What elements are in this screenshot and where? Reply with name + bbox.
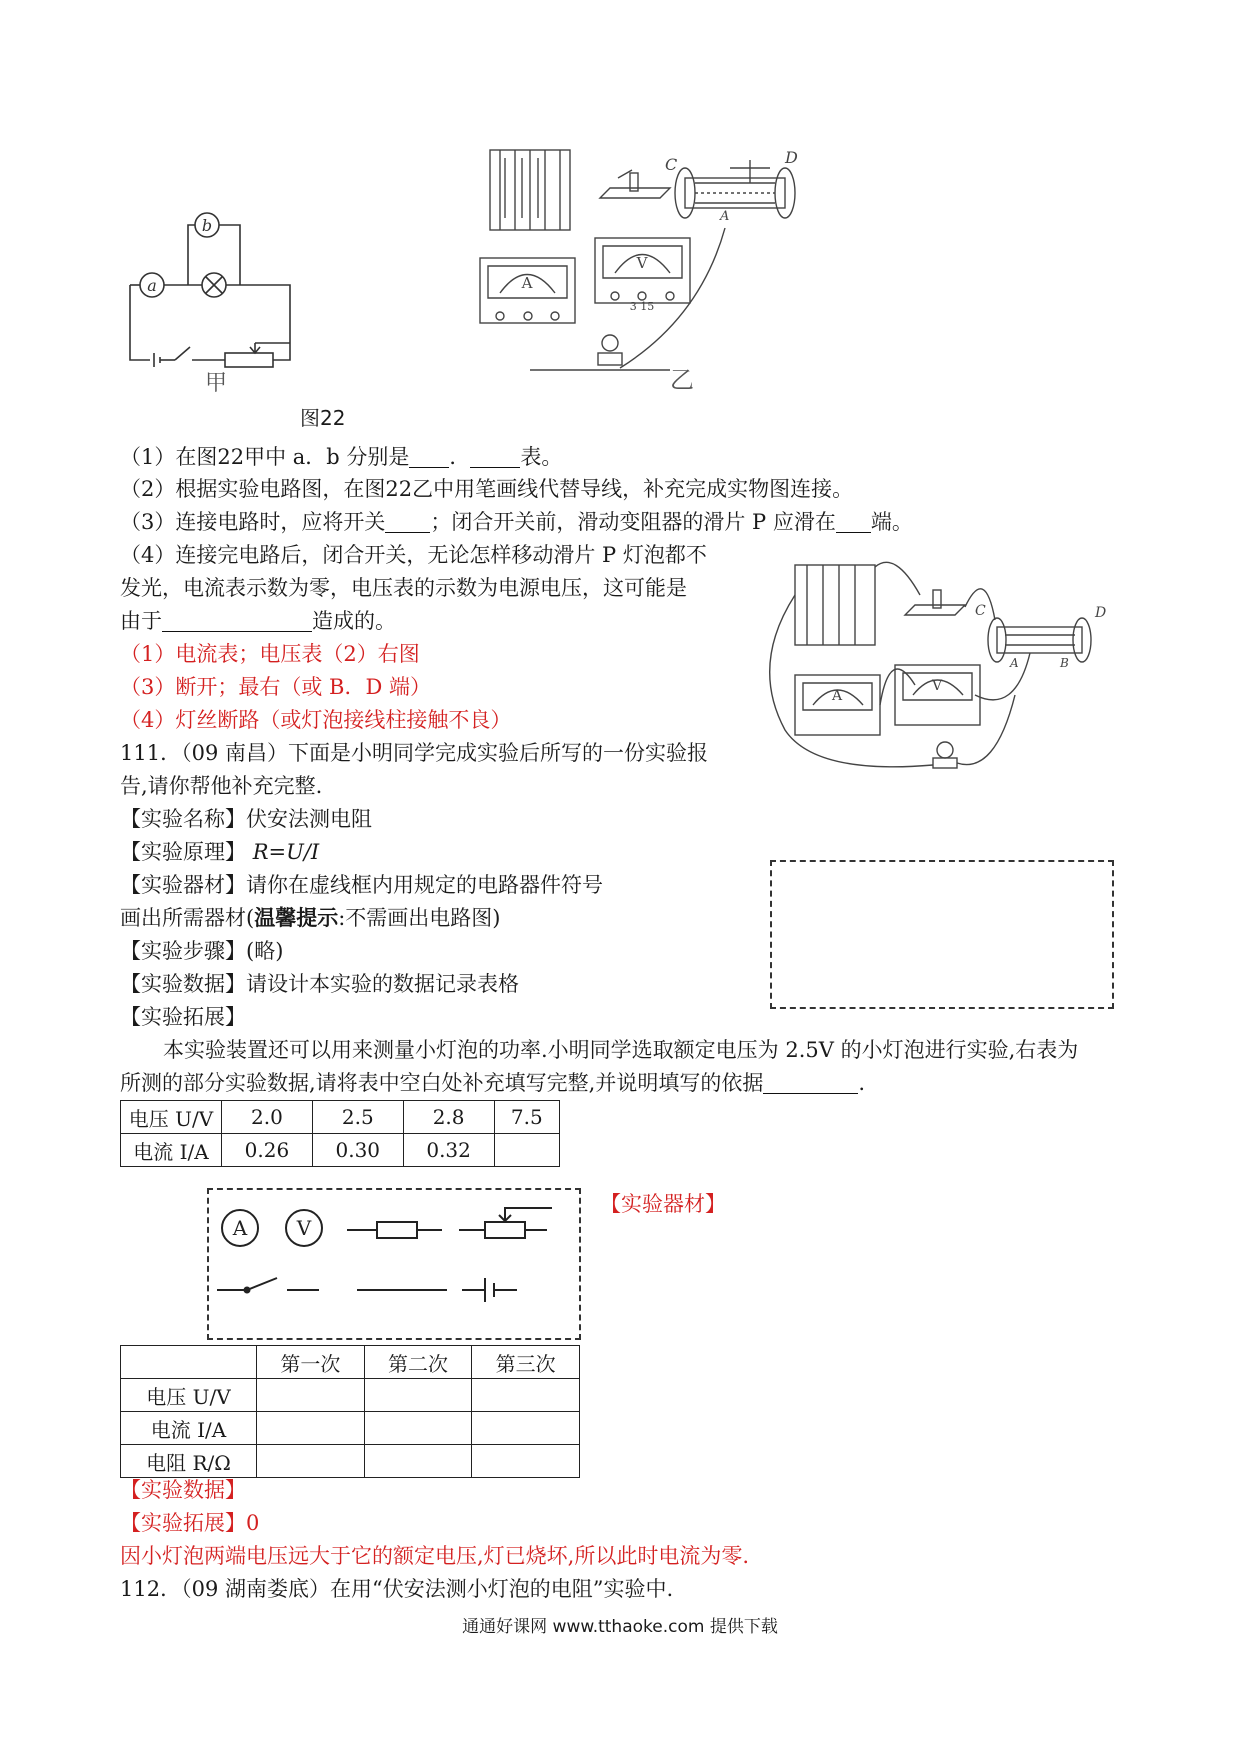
symbol-a: A <box>232 1216 248 1240</box>
answer-equipment-label: 【实验器材】 <box>600 1192 726 1216</box>
table-cell: 2.8 <box>403 1101 494 1134</box>
header-cell: 第三次 <box>472 1346 580 1379</box>
answer-apparatus-diagram <box>755 545 1135 780</box>
question-2: （2）根据实验电路图，在图22乙中用笔画线代替导线，补充完成实物图连接。 <box>120 477 854 501</box>
voltmeter-symbol: V <box>636 254 648 272</box>
header-cell: 第二次 <box>364 1346 472 1379</box>
problem-111-intro-2: 告,请你帮他补充完整. <box>120 774 323 798</box>
question-4-line2: 发光，电流表示数为零，电压表的示数为电源电压，这可能是 <box>120 576 687 600</box>
experiment-name: 【实验名称】伏安法测电阻 <box>120 807 372 831</box>
symbol-v: V <box>296 1216 312 1240</box>
table-cell: 2.5 <box>312 1101 403 1134</box>
table-row <box>121 1101 560 1134</box>
terminal-d: D <box>785 148 798 167</box>
question-4-line1: （4）连接完电路后，闭合开关，无论怎样移动滑片 P 灯泡都不 <box>120 543 707 567</box>
answer-110-2: （3）断开；最右（或 B．D 端） <box>120 675 431 699</box>
row-label: 电阻 R/Ω <box>121 1445 257 1478</box>
apparatus-diagram-yi <box>470 138 1090 394</box>
circuit-diagram-jia <box>110 215 340 395</box>
table-cell: 0.32 <box>403 1134 494 1167</box>
terminal-a: A <box>720 209 730 224</box>
question-1: （1）在图22甲中 a．b 分别是 ． 表。 <box>120 445 563 469</box>
dashed-drawing-box <box>770 860 1114 1009</box>
answer-terminal-b: B <box>1060 656 1069 670</box>
blank <box>836 510 871 533</box>
answer-extend-label: 【实验拓展】0 <box>120 1511 260 1535</box>
experiment-principle: 【实验原理】 R=U/I <box>120 840 320 864</box>
table-cell: 2.0 <box>222 1101 313 1134</box>
experiment-data: 【实验数据】请设计本实验的数据记录表格 <box>120 972 519 996</box>
problem-111-intro-1: 111．（09 南昌）下面是小明同学完成实验后所写的一份实验报 <box>120 741 708 765</box>
voltmeter-scale: 3 15 <box>629 300 655 313</box>
answer-data-label: 【实验数据】 <box>120 1478 246 1502</box>
table-cell: 7.5 <box>494 1101 559 1134</box>
table-cell: 0.30 <box>312 1134 403 1167</box>
extend-paragraph-2: 所测的部分实验数据,请将表中空白处补充填写完整,并说明填写的依据 . <box>120 1071 866 1095</box>
table-row <box>121 1445 580 1478</box>
table-row <box>121 1412 580 1445</box>
answer-voltmeter-symbol: V <box>931 678 943 694</box>
experiment-equipment: 【实验器材】请你在虚线框内用规定的电路器件符号 <box>120 873 603 897</box>
circuit-symbols <box>207 1188 577 1336</box>
extend-paragraph-1: 本实验装置还可以用来测量小灯泡的功率.小明同学选取额定电压为 2.5V 的小灯泡进行实验,右表为 <box>163 1038 1079 1062</box>
row-label: 电流 I/A <box>121 1412 257 1445</box>
power-data-table <box>120 1100 560 1167</box>
table-cell <box>494 1134 559 1167</box>
answer-terminal-d: D <box>1095 605 1107 621</box>
header-cell <box>121 1346 257 1379</box>
row-label: 电压 U/V <box>121 1379 257 1412</box>
answer-110-1: （1）电流表；电压表（2）右图 <box>120 642 420 666</box>
blank <box>763 1071 858 1094</box>
label-yi: 乙 <box>670 366 694 394</box>
figure-caption: 图22 <box>300 406 346 430</box>
table-row <box>121 1134 560 1167</box>
meter-b-label: b <box>201 216 213 235</box>
row-label: 电压 U/V <box>121 1101 222 1134</box>
question-3: （3）连接电路时，应将开关 ；闭合开关前，滑动变阻器的滑片 P 应滑在 端。 <box>120 510 913 534</box>
label-jia: 甲 <box>205 371 228 396</box>
experiment-steps: 【实验步骤】(略) <box>120 939 284 963</box>
answer-terminal-a: A <box>1010 656 1019 670</box>
answer-data-table <box>120 1345 580 1478</box>
table-cell: 0.26 <box>222 1134 313 1167</box>
ammeter-symbol: A <box>521 274 533 292</box>
blank <box>409 445 449 468</box>
blank <box>385 510 430 533</box>
table-row <box>121 1379 580 1412</box>
experiment-extend: 【实验拓展】 <box>120 1005 246 1029</box>
answer-110-3: （4）灯丝断路（或灯泡接线柱接触不良） <box>120 708 512 732</box>
answer-explanation: 因小灯泡两端电压远大于它的额定电压,灯已烧坏,所以此时电流为零. <box>120 1544 750 1568</box>
answer-terminal-c: C <box>975 603 986 619</box>
meter-a-label: a <box>147 276 157 295</box>
header-cell: 第一次 <box>257 1346 365 1379</box>
question-4-line3: 由于 造成的。 <box>120 609 396 633</box>
blank <box>162 609 312 632</box>
blank <box>470 445 520 468</box>
row-label: 电流 I/A <box>121 1134 222 1167</box>
table-header-row <box>121 1346 580 1379</box>
experiment-equipment-line2: 画出所需器材(温馨提示:不需画出电路图) <box>120 905 501 930</box>
answer-ammeter-symbol: A <box>831 688 843 704</box>
terminal-c: C <box>665 155 678 174</box>
page-footer: 通通好课网 www.tthaoke.com 提供下载 <box>462 1617 778 1637</box>
problem-112: 112．（09 湖南娄底）在用“伏安法测小灯泡的电阻”实验中. <box>120 1577 674 1601</box>
